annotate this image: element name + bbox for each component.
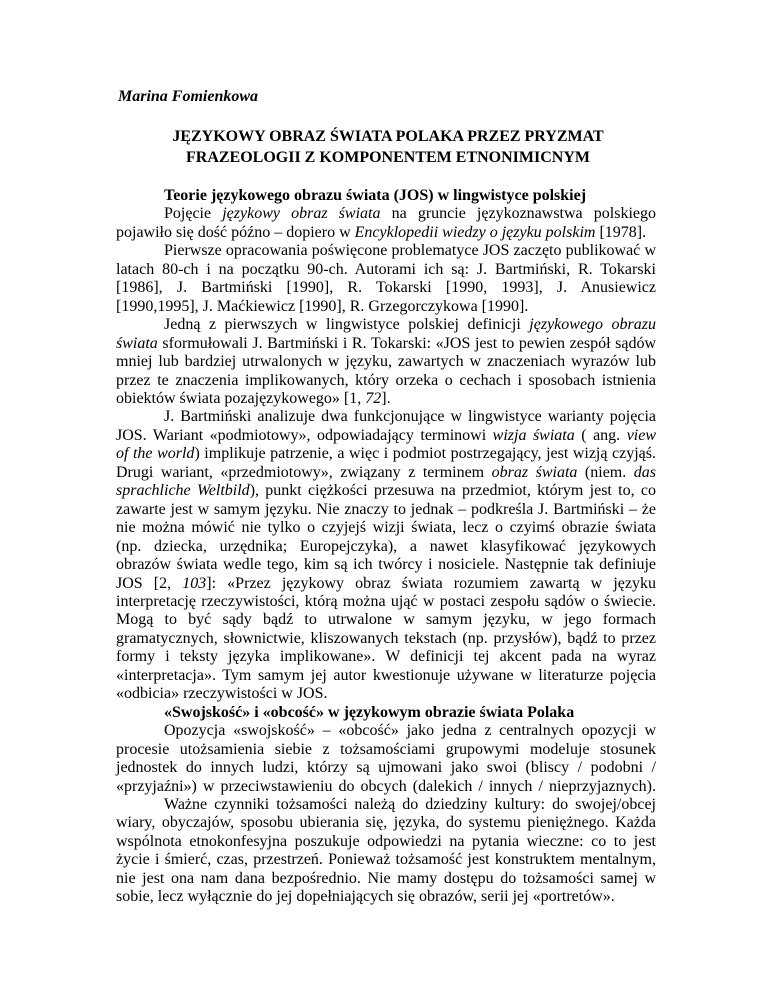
- text-segment: sobie, lecz wyłącznie do jej dopełniających się obrazów, serii jej «portretów».: [116, 888, 615, 906]
- text-segment: (np. dziecka, urzędnika; Europejczyka), a nawet klasyfikować językowych: [116, 537, 656, 555]
- text-segment: nie jest ona nam dana bezpośrednio. Nie mamy dostępu do tożsamości samej w: [116, 869, 656, 887]
- text-line: [116, 667, 656, 685]
- text-line: [116, 224, 656, 242]
- text-segment: Ważne czynniki tożsamości należą do dziedziny kultury: do swojej/obcej: [164, 795, 656, 813]
- italic-text: view: [626, 426, 657, 444]
- text-segment: ]: «Przez językowy obraz świata rozumiem zawartą w języku: [206, 574, 656, 592]
- text-segment: obiektów świata pozajęzykowego» [1,: [116, 389, 366, 407]
- text-segment: JOS. Wariant «podmiotowy», odpowiadający terminowi: [116, 426, 493, 444]
- text-segment: formy i teksty języka implikowane». W definicji tej akcent pada na wyraz: [116, 648, 656, 666]
- text-segment: sformułowali J. Bartmiński i R. Tokarski: «JOS jest to pewien zespół sądów: [157, 334, 656, 352]
- text-segment: ( ang.: [574, 426, 627, 444]
- text-segment: (niem.: [577, 463, 634, 481]
- italic-text: 103: [182, 574, 207, 592]
- text-segment: [1990,1995], J. Maćkiewicz [1990], R. Grzegorczykowa [1990].: [116, 297, 529, 315]
- italic-text: of the world: [116, 445, 195, 463]
- text-line: [116, 482, 656, 500]
- text-line: [116, 298, 656, 316]
- italic-text: sprachliche Weltbild: [116, 482, 250, 500]
- text-line: [116, 372, 656, 390]
- text-segment: procesie utożsamienia siebie z tożsamościami grupowymi modeluje stosunek: [116, 740, 656, 758]
- text-segment: «przyjaźni») w przeciwstawieniu do obcych (dalekich / innych / nieprzyjaznych).: [116, 777, 656, 795]
- text-line: [116, 538, 656, 556]
- text-segment: wspólnota etnokonfesyjna poszukuje odpowiedzi na pytania wieczne: co to jest: [116, 832, 656, 850]
- text-segment: Mogą to być sądy bądź to utrwalone w samym języku, w jego formach: [116, 611, 656, 629]
- text-segment: «Swojskość» i «obcość» w językowym obrazie świata Polaka: [164, 703, 575, 721]
- text-segment: Jedną z pierwszych w lingwistyce polskiej definicji: [164, 316, 530, 334]
- text-line: [116, 464, 656, 482]
- text-line: [116, 316, 656, 334]
- text-segment: pojawiło się dość późno – dopiero w: [116, 223, 355, 241]
- text-segment: ), punkt ciężkości przesuwa na przedmiot, którym jest to, co: [249, 482, 656, 500]
- text-segment: Pierwsze opracowania poświęcone problematyce JOS zaczęto publikować w: [164, 242, 656, 260]
- text-line: [116, 796, 656, 814]
- text-line: [116, 593, 656, 611]
- text-line: [116, 741, 656, 759]
- text-segment: zawarte jest w samym języku. Nie znaczy to jednak – podkreśla J. Bartmiński – że: [116, 500, 656, 518]
- text-line: [116, 335, 656, 353]
- text-line: [116, 390, 656, 408]
- text-line: [116, 648, 656, 666]
- section-heading: [116, 704, 656, 722]
- italic-text: językowy obraz świata: [222, 205, 381, 223]
- author-name: Marina Fomienkowa: [118, 88, 259, 105]
- article-title: [118, 126, 658, 168]
- text-segment: ].: [381, 389, 391, 407]
- text-line: [116, 242, 656, 260]
- text-line: [116, 279, 656, 297]
- text-segment: gramatycznych, słownictwie, kliszowanych tekstach (np. przysłów), bądź to przez: [116, 629, 656, 647]
- text-line: [116, 778, 656, 796]
- text-line: [116, 445, 656, 463]
- text-segment: na gruncie językoznawstwa polskiego: [380, 205, 656, 223]
- text-segment: «odbicia» rzeczywistości w JOS.: [116, 685, 328, 703]
- text-segment: interpretację rzeczywistości, którą można ująć w postaci zespołu sądów o świecie.: [116, 592, 656, 610]
- text-line: [116, 575, 656, 593]
- text-line: [116, 261, 656, 279]
- text-line: [116, 519, 656, 537]
- text-segment: «interpretacja». Tym samym jej autor kwestionuje używane w literaturze pojęcia: [116, 666, 656, 684]
- text-segment: Drugi wariant, «przedmiotowy», związany z terminem: [116, 463, 492, 481]
- italic-text: świata: [116, 334, 158, 352]
- text-segment: jednostek do innych ludzi, którzy są ujmowani jako swoi (bliscy / podobni /: [116, 759, 656, 777]
- text-line: [116, 205, 656, 223]
- section-heading: [116, 187, 656, 205]
- text-line: [116, 814, 656, 832]
- article-title-line: JĘZYKOWY OBRAZ ŚWIATA POLAKA PRZEZ PRYZMAT: [172, 128, 604, 145]
- text-segment: obrazów świata wedle tego, kim są ich twórcy i nosiciele. Następnie tak definiuje: [116, 556, 656, 574]
- text-segment: [1978].: [595, 223, 647, 241]
- text-line: [116, 722, 656, 740]
- text-segment: przez te znaczenia implikowanych, który orzeka o cechach i sposobach istnienia: [116, 371, 656, 389]
- italic-text: 72: [365, 389, 382, 407]
- text-segment: Teorie językowego obrazu świata (JOS) w lingwistyce polskiej: [164, 187, 587, 204]
- text-line: [116, 630, 656, 648]
- text-segment: nie można mówić nie tylko o czyjejś wizji świata, lecz o czyimś obrazie świata: [116, 519, 656, 537]
- text-segment: ) implikuje patrzenie, a więc i podmiot postrzegający, jest wizją czyjąś.: [194, 445, 657, 463]
- text-line: [116, 833, 656, 851]
- text-line: [116, 556, 656, 574]
- article-title-line: FRAZEOLOGII Z KOMPONENTEM ETNONIMICNYM: [185, 149, 590, 166]
- text-line: [116, 870, 656, 888]
- text-line: [116, 611, 656, 629]
- text-segment: JOS [2,: [116, 574, 183, 592]
- text-segment: Opozycja «swojskość» – «obcość» jako jedna z centralnych opozycji w: [164, 722, 656, 740]
- text-segment: latach 80-ch i na początku 90-ch. Autorami ich są: J. Bartmiński, R. Tokarski: [116, 260, 656, 278]
- article-body: [116, 187, 656, 907]
- text-line: [116, 408, 656, 426]
- text-segment: wiary, obyczajów, sposobu ubierania się, języka, do systemu pieniężnego. Każda: [116, 814, 656, 832]
- italic-text: das: [633, 463, 656, 481]
- text-segment: Pojęcie: [164, 205, 223, 223]
- italic-text: Encyklopedii wiedzy o języku polskim: [354, 223, 596, 241]
- text-line: [116, 427, 656, 445]
- text-segment: [1986], J. Bartmiński [1990], R. Tokarski [1990, 1993], J. Anusiewicz: [116, 279, 656, 297]
- text-line: [116, 501, 656, 519]
- text-line: [116, 353, 656, 371]
- text-line: [116, 685, 656, 703]
- italic-text: obraz świata: [491, 463, 578, 481]
- text-segment: życie i śmierć, czas, przestrzeń. Ponieważ tożsamość jest konstruktem mentalnym,: [116, 851, 656, 869]
- text-line: [116, 851, 656, 869]
- italic-text: wizja świata: [492, 426, 575, 444]
- text-line: [116, 759, 656, 777]
- italic-text: językowego obrazu: [529, 316, 657, 334]
- text-line: [116, 888, 656, 906]
- text-segment: mniej lub bardziej utrwalonych w języku, zawartych w znaczeniach wyrazów lub: [116, 353, 656, 371]
- text-segment: J. Bartmiński analizuje dwa funkcjonujące w lingwistyce warianty pojęcia: [164, 408, 656, 426]
